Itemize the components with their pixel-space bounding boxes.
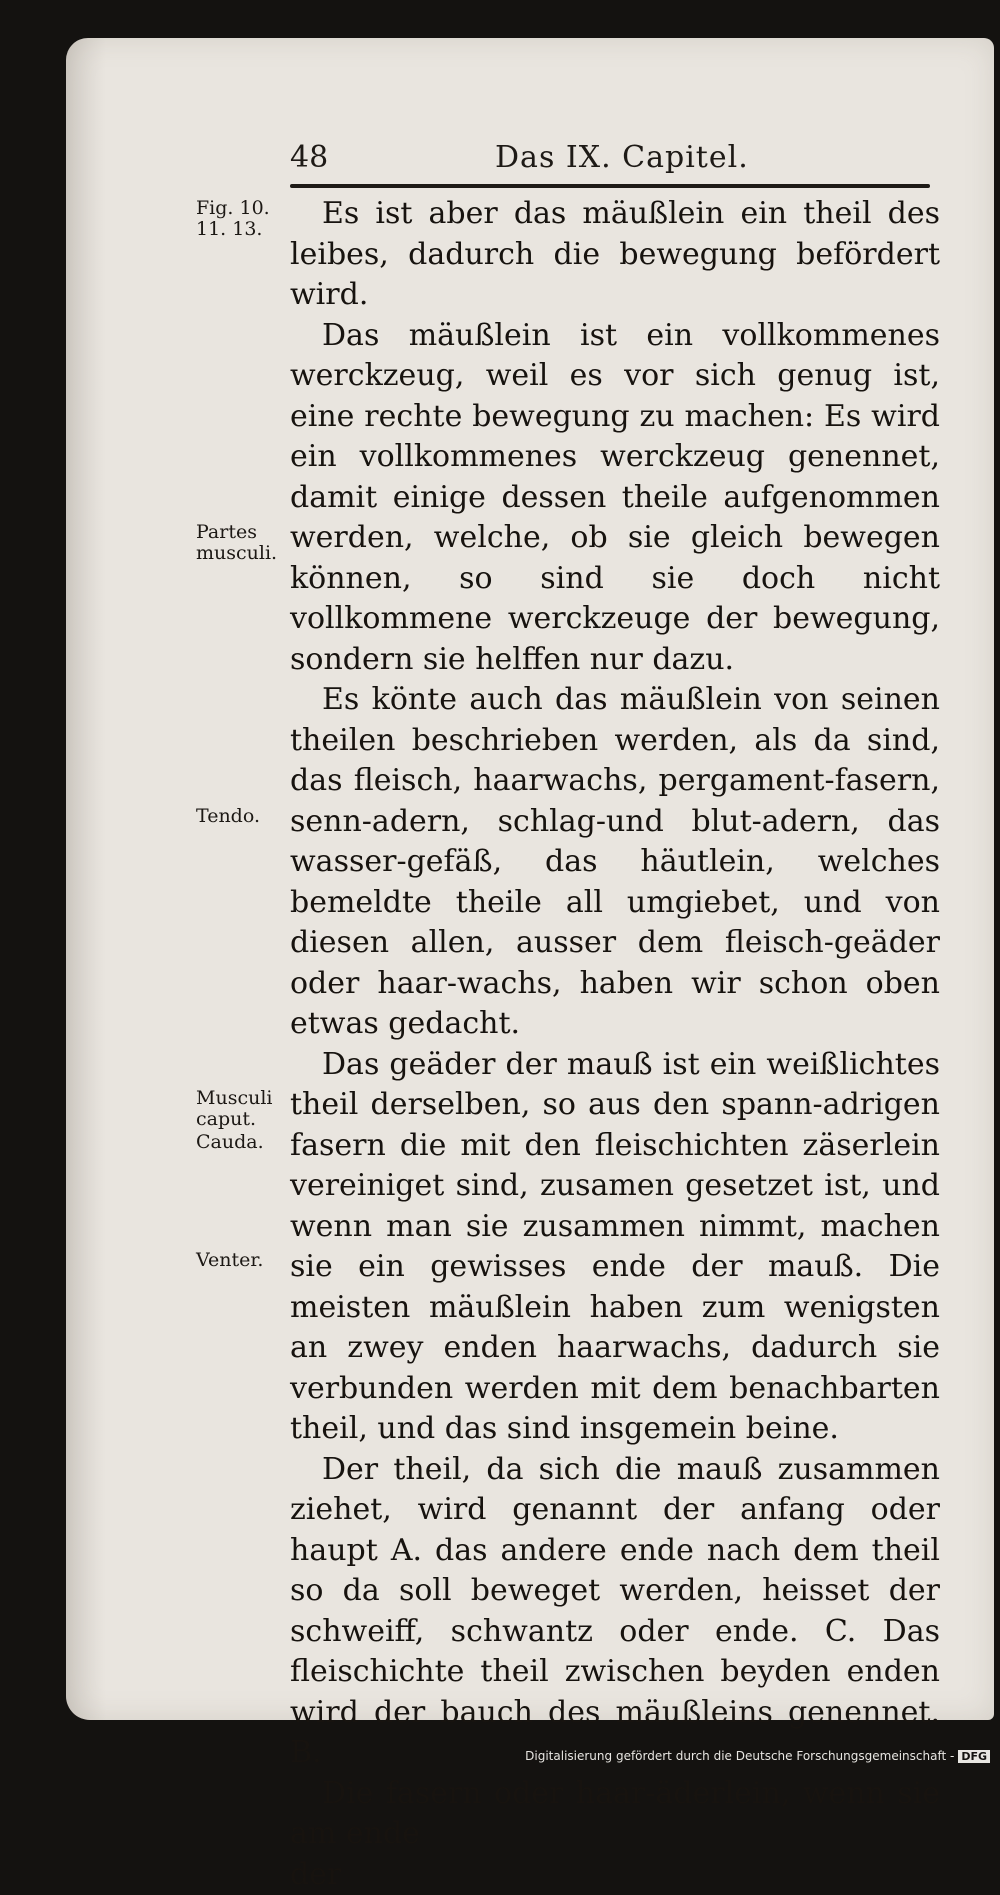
paragraph: Das mäußlein ist ein vollkommenes werckzeug, weil es vor sich genug ist, eine rechte bewegung zu machen: Es wird ein vollkommenes werckzeug genennet, damit einige dessen theile aufgenommen werden, welche, ob sie gleich bewegen können, so sind sie doch nicht vollkommene werckzeuge der bewegung, sondern sie helffen nur dazu. <box>290 316 940 681</box>
paragraph: Es ist aber das mäußlein ein theil des leibes, dadurch die bewegung befördert wird. <box>290 194 940 316</box>
paragraph: Die fasern oder haar-äderlein, wenn sie am ende <box>290 1774 940 1855</box>
margin-note-cauda: Cauda. <box>196 1132 288 1153</box>
running-head: Das IX. Capitel. <box>495 140 749 175</box>
margin-note-partes-musculi: Partes musculi. <box>196 522 288 564</box>
paragraph: Es könte auch das mäußlein von seinen theilen beschrieben werden, als da sind, das fleisch, haarwachs, pergament-fasern, senn-adern, schlag-und blut-adern, das wasser-gefäß, das häutlein, welches bemeldte theile all umgiebet, und von diesen allen, ausser dem fleisch-geäder oder haar-wachs, haben wir schon oben etwas gedacht. <box>290 680 940 1045</box>
credit-text: Digitalisierung gefördert durch die Deutsche Forschungsgemeinschaft - <box>525 1749 954 1763</box>
dfg-logo: DFG <box>958 1750 990 1763</box>
paragraph: Das geäder der mauß ist ein weißlichtes theil derselben, so aus den spann-adrigen fasern die mit den fleischichten zäserlein vereiniget sind, zusamen gesetzet ist, und wenn man sie zusammen nimmt, machen sie ein gewisses ende der mauß. Die meisten mäußlein haben zum wenigsten an zwey enden haarwachs, dadurch sie verbunden werden mit dem benachbarten theil, und das sind insgemein beine. <box>290 1045 940 1450</box>
body-text <box>290 194 940 1895</box>
page-header <box>290 140 930 180</box>
paragraph: Der theil, da sich die mauß zusammen ziehet, wird genannt der anfang oder haupt A. das andere ende nach dem theil so da soll beweget werden, heisset der schweiff, schwantz oder ende. C. Das fleischichte theil zwischen beyden enden wird der bauch des mäußleins genennet. B. <box>290 1450 940 1774</box>
catchword: der <box>290 1855 940 1895</box>
margin-note-musculi-caput: Musculi caput. <box>196 1088 288 1130</box>
margin-note-tendo: Tendo. <box>196 806 288 827</box>
margin-note-figures: Fig. 10. 11. 13. <box>196 198 288 240</box>
page-spine-shadow <box>66 38 106 1720</box>
header-rule <box>290 184 930 188</box>
page-number: 48 <box>290 140 328 175</box>
digitization-credit <box>525 1749 990 1763</box>
margin-note-venter: Venter. <box>196 1250 288 1271</box>
